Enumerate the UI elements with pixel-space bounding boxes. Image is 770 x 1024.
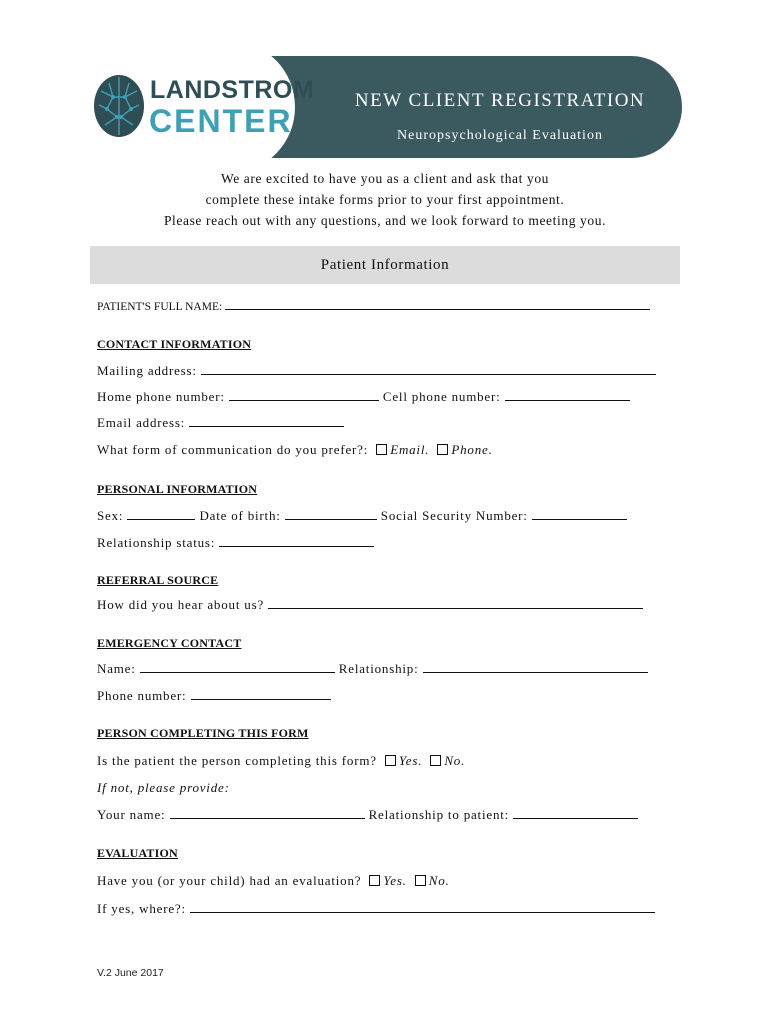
email-option-label: Email. [390, 442, 430, 457]
if-not-note: If not, please provide: [97, 780, 230, 795]
form-subtitle: Neuropsychological Evaluation [397, 128, 603, 143]
logo-text-landstrom: LANDSTROM [150, 76, 315, 104]
mailing-label: Mailing address: [97, 363, 197, 378]
brain-icon [93, 73, 145, 139]
dob-field[interactable] [285, 508, 377, 520]
emergency-phone-label: Phone number: [97, 688, 187, 703]
emergency-phone-row [97, 688, 672, 704]
completing-heading: PERSON COMPLETING THIS FORM [97, 726, 309, 740]
referral-heading: REFERRAL SOURCE [97, 573, 219, 587]
email-label: Email address: [97, 415, 186, 430]
evaluation-yes-checkbox[interactable] [369, 875, 380, 886]
personal-row [97, 508, 672, 524]
evaluation-yes-label: Yes. [383, 873, 407, 888]
relationship-status-label: Relationship status: [97, 535, 216, 550]
patient-name-row [97, 298, 672, 313]
evaluation-where-row [97, 901, 672, 917]
evaluation-no-checkbox[interactable] [415, 875, 426, 886]
mailing-address-field[interactable] [201, 363, 656, 375]
relationship-status-field[interactable] [219, 535, 374, 547]
evaluation-where-label: If yes, where?: [97, 901, 186, 916]
intro-line: We are excited to have you as a client and ask that you [220, 171, 550, 186]
your-name-label: Your name: [97, 807, 166, 822]
your-name-field[interactable] [170, 807, 365, 819]
intro-line: complete these intake forms prior to your first appointment. [205, 192, 565, 207]
ssn-label: Social Security Number: [380, 508, 528, 523]
emergency-relationship-field[interactable] [423, 661, 648, 673]
completing-question: Is the patient the person completing this form? [97, 753, 377, 768]
personal-heading: PERSONAL INFORMATION [97, 482, 258, 496]
completing-question-row [97, 753, 672, 769]
email-field[interactable] [189, 415, 344, 427]
home-phone-label: Home phone number: [97, 389, 225, 404]
phone-checkbox[interactable] [437, 444, 448, 455]
emergency-phone-field[interactable] [191, 688, 331, 700]
relationship-to-patient-field[interactable] [513, 807, 638, 819]
emergency-relationship-label: Relationship: [338, 661, 419, 676]
completing-no-checkbox[interactable] [430, 755, 441, 766]
referral-field[interactable] [268, 597, 643, 609]
emergency-name-row [97, 661, 672, 677]
cell-phone-label: Cell phone number: [382, 389, 501, 404]
intro-text [90, 168, 680, 231]
sex-field[interactable] [127, 508, 195, 520]
mailing-row [97, 363, 672, 379]
sex-label: Sex: [97, 508, 124, 523]
intro-line: Please reach out with any questions, and we look forward to meeting you. [163, 213, 607, 228]
evaluation-question: Have you (or your child) had an evaluation? [97, 873, 362, 888]
home-phone-field[interactable] [229, 389, 379, 401]
phone-option-label: Phone. [451, 442, 493, 457]
completer-row [97, 807, 672, 823]
dob-label: Date of birth: [199, 508, 281, 523]
referral-row [97, 597, 672, 613]
evaluation-question-row [97, 873, 672, 889]
completing-no-label: No. [444, 753, 466, 768]
cell-phone-field[interactable] [505, 389, 630, 401]
emergency-heading: EMERGENCY CONTACT [97, 636, 242, 650]
referral-question: How did you hear about us? [97, 597, 265, 612]
version-footer: V.2 June 2017 [97, 967, 164, 979]
relationship-status-row [97, 535, 672, 551]
phone-row [97, 389, 672, 405]
logo-text-center: CENTER [149, 103, 293, 139]
email-row [97, 415, 672, 431]
relationship-to-patient-label: Relationship to patient: [368, 807, 510, 822]
emergency-name-field[interactable] [140, 661, 335, 673]
contact-heading: CONTACT INFORMATION [97, 337, 252, 351]
patient-name-field[interactable] [225, 298, 650, 310]
emergency-name-label: Name: [97, 661, 136, 676]
landstrom-logo [93, 73, 315, 143]
patient-name-label: PATIENT'S FULL NAME: [97, 301, 223, 313]
form-title: NEW CLIENT REGISTRATION [354, 90, 646, 111]
communication-pref-question: What form of communication do you prefer?: [97, 442, 369, 457]
completing-yes-label: Yes. [398, 753, 423, 768]
ssn-field[interactable] [532, 508, 627, 520]
evaluation-no-label: No. [428, 873, 450, 888]
evaluation-heading: EVALUATION [97, 846, 178, 860]
completing-yes-checkbox[interactable] [385, 755, 396, 766]
email-checkbox[interactable] [376, 444, 387, 455]
section-title-patient-information: Patient Information [90, 246, 680, 284]
evaluation-where-field[interactable] [190, 901, 655, 913]
communication-pref-row [97, 442, 672, 458]
